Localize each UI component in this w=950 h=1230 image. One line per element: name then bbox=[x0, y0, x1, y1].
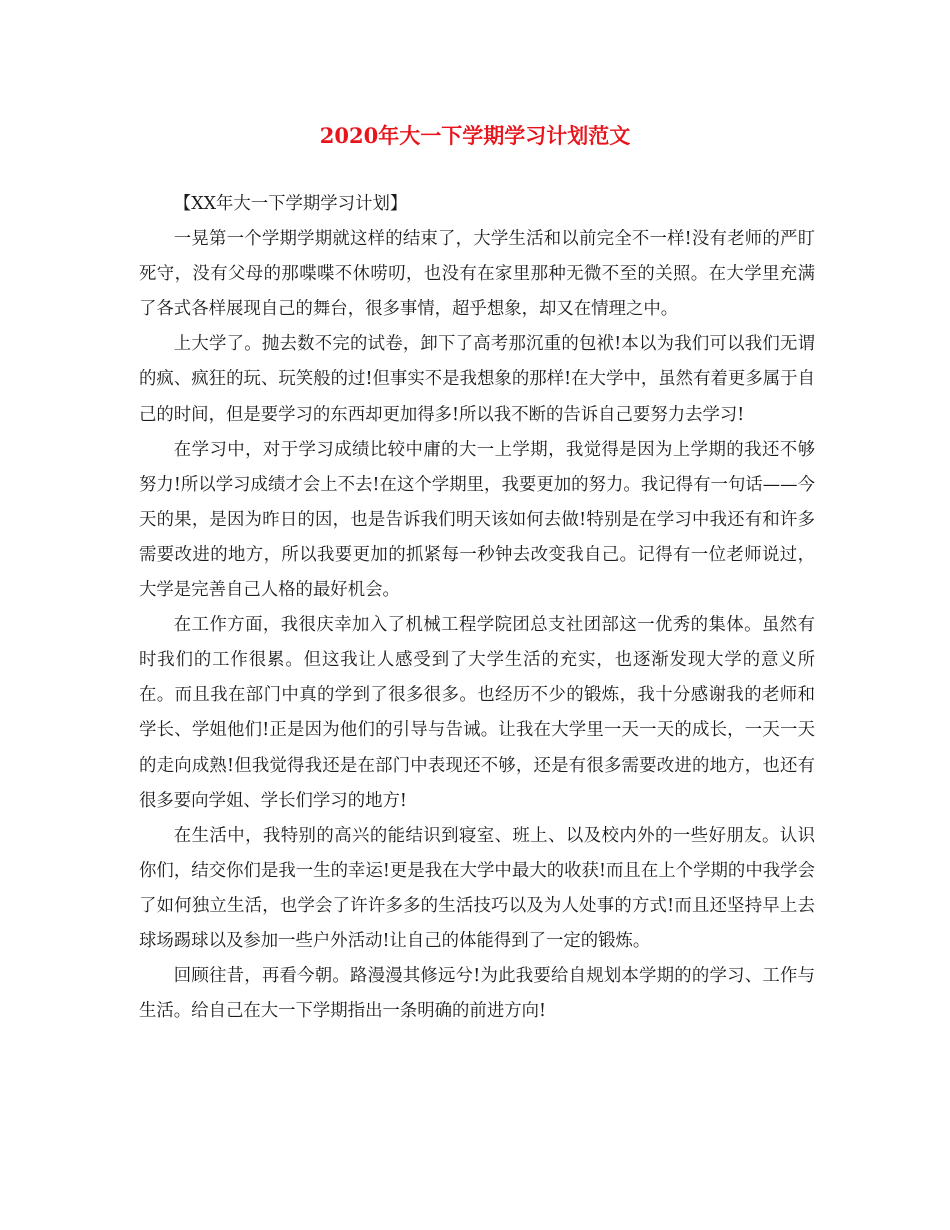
document-title: 2020年大一下学期学习计划范文 bbox=[319, 123, 631, 148]
paragraph-conclusion: 回顾往昔，再看今朝。路漫漫其修远兮!为此我要给自规划本学期的的学习、工作与生活。给自己在大一下学期指出一条明确的前进方向! bbox=[139, 966, 815, 1022]
section-subheading: 【XX年大一下学期学习计划】 bbox=[173, 194, 408, 214]
paragraph-life: 在生活中，我特别的高兴的能结识到寝室、班上、以及校内外的一些好朋友。认识你们，结交你们是我一生的幸运!更是我在大学中最大的收获!而且在上个学期的中我学会了如何独立生活，也学会了许许多多的生活技巧以及为人处事的方式!而且还坚持早上去球场踢球以及参加一些户外活动!让自己的体能得到了一定的锻炼。 bbox=[139, 825, 815, 951]
paragraph-work: 在工作方面，我很庆幸加入了机械工程学院团总支社团部这一优秀的集体。虽然有时我们的工作很累。但这我让人感受到了大学生活的充实，也逐渐发现大学的意义所在。而且我在部门中真的学到了很多很多。也经历不少的锻炼，我十分感谢我的老师和学长、学姐他们!正是因为他们的引导与告诫。让我在大学里一天一天的成长，一天一天的走向成熟!但我觉得我还是在部门中表现还不够，还是有很多需要改进的地方，也还有很多要向学姐、学长们学习的地方! bbox=[139, 615, 815, 811]
paragraph-college: 上大学了。抛去数不完的试卷，卸下了高考那沉重的包袱!本以为我们可以我们无谓的疯、疯狂的玩、玩笑般的过!但事实不是我想象的那样!在大学中，虽然有着更多属于自己的时间，但是要学习的东西却更加得多!所以我不断的告诉自己要努力去学习! bbox=[139, 334, 815, 425]
paragraph-intro: 一晃第一个学期学期就这样的结束了，大学生活和以前完全不一样!没有老师的严盯死守，没有父母的那喋喋不休唠叨，也没有在家里那种无微不至的关照。在大学里充满了各式各样展现自己的舞台，很多事情，超乎想象，却又在情理之中。 bbox=[139, 229, 815, 320]
document-body bbox=[139, 187, 815, 1029]
paragraph-study: 在学习中，对于学习成绩比较中庸的大一上学期，我觉得是因为上学期的我还不够努力!所以学习成绩才会上不去!在这个学期里，我要更加的努力。我记得有一句话——今天的果，是因为昨日的因，也是告诉我们明天该如何去做!特别是在学习中我还有和许多需要改进的地方，所以我要更加的抓紧每一秒钟去改变我自己。记得有一位老师说过，大学是完善自己人格的最好机会。 bbox=[139, 439, 815, 601]
